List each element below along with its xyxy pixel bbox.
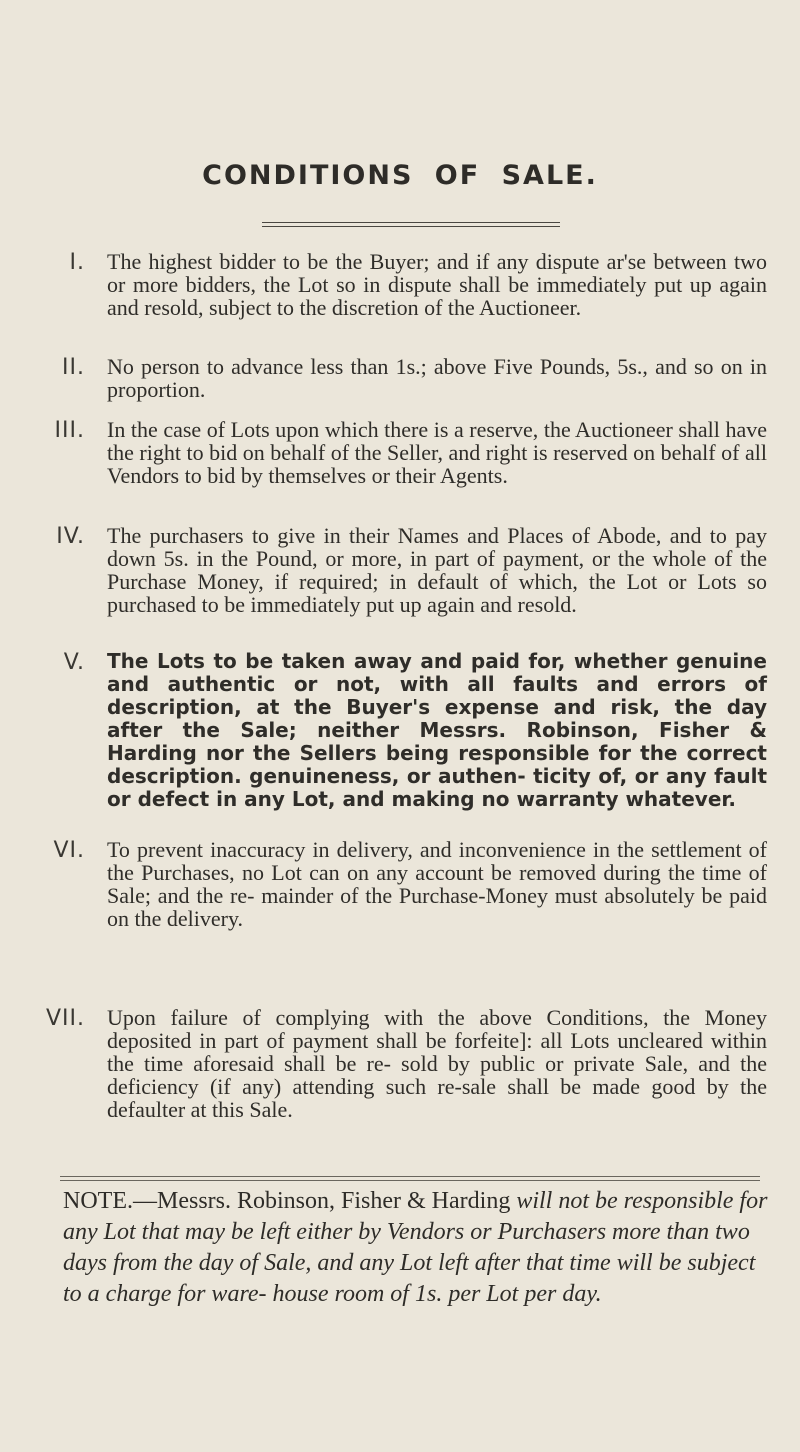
condition-number: V. xyxy=(63,650,85,675)
condition-number: IV. xyxy=(56,524,85,549)
condition-text: No person to advance less than 1s.; above Five Pounds, 5s., and so on in proportion. xyxy=(107,354,767,402)
note-body: will not be responsible for any Lot that may be left either by Vendors or Purchasers more than two days from the day of Sale, and any Lot left after that time will be subject to a charge for ware- house room of 1s. per Lot per day. xyxy=(63,1188,768,1307)
note-rule xyxy=(60,1176,760,1181)
page-title: CONDITIONS OF SALE. xyxy=(202,160,598,191)
title-rule xyxy=(262,222,560,227)
condition-number: II. xyxy=(62,355,85,380)
note-paragraph xyxy=(63,1186,775,1310)
note-lead: NOTE.—Messrs. Robinson, Fisher & Harding xyxy=(63,1188,511,1214)
condition-text: To prevent inaccuracy in delivery, and inconvenience in the settlement of the Purchases, no Lot can on any account be removed during the time of Sale; and the re- mainder of the Purchase-Money must absolutely be paid on the delivery. xyxy=(107,837,767,931)
condition-text: The purchasers to give in their Names and Places of Abode, and to pay down 5s. in the Pound, or more, in part of payment, or the whole of the Purchase Money, if required; in default of which, the Lot or Lots so purchased to be immediately put up again and resold. xyxy=(107,523,767,617)
condition-number: VI. xyxy=(53,838,85,863)
condition-text: Upon failure of complying with the above Conditions, the Money deposited in part of payment shall be forfeite]: all Lots uncleared within the time aforesaid shall be re- sold by public or private Sale, and the deficiency (if any) attending such re-sale shall be made good by the defaulter at this Sale. xyxy=(107,1005,767,1122)
condition-text: The highest bidder to be the Buyer; and if any dispute ar'se between two or more bidders, the Lot so in dispute shall be immediately put up again and resold, subject to the discretion of the Auctioneer. xyxy=(107,249,767,320)
condition-number: I. xyxy=(69,250,85,275)
condition-text: In the case of Lots upon which there is a reserve, the Auctioneer shall have the right to bid on behalf of the Seller, and right is reserved on behalf of all Vendors to bid by themselves or their Agents. xyxy=(107,417,767,488)
condition-number: III. xyxy=(54,418,85,443)
condition-text: The Lots to be taken away and paid for, whether genuine and authentic or not, with all faults and errors of description, at the Buyer's expense and risk, the day after the Sale; neither Messrs. Robinson, Fisher & Harding nor the Sellers being responsible for the correct description. genuineness, or authen- ticity of, or any fault or defect in any Lot, and making no warranty whatever. xyxy=(107,649,767,811)
condition-number: VII. xyxy=(45,1006,85,1031)
